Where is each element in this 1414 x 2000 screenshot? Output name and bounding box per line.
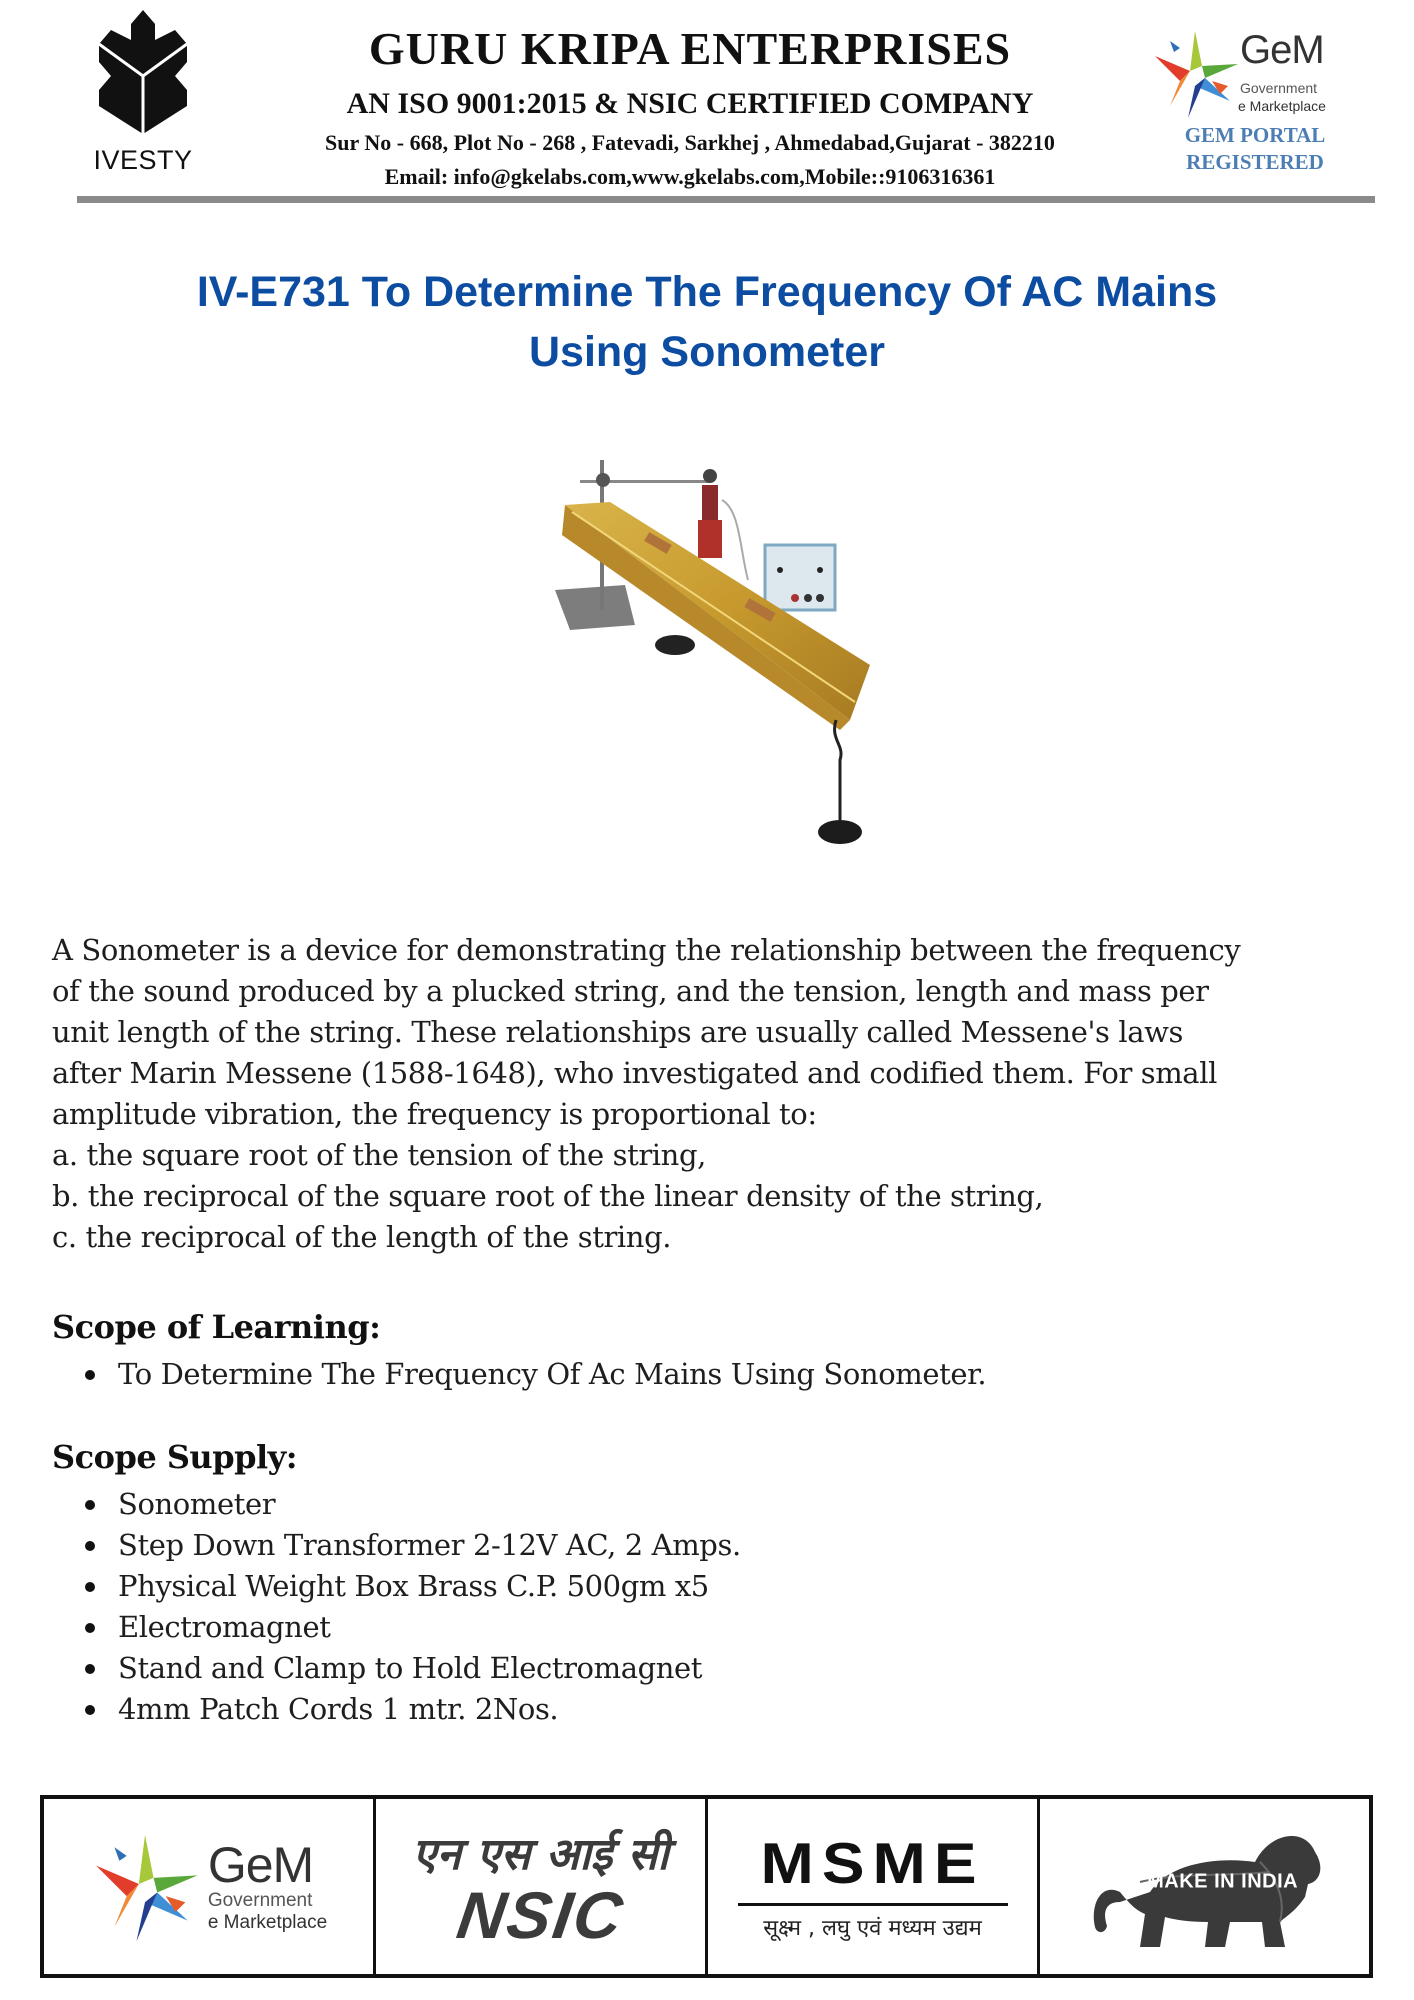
certification-logos-strip bbox=[40, 1795, 1373, 1978]
gem-star-icon bbox=[90, 1827, 200, 1947]
gem-subtitle-2: e Marketplace bbox=[1238, 98, 1326, 114]
company-address: Sur No - 668, Plot No - 268 , Fatevadi, Sarkhej , Ahmedabad,Gujarat - 382210 bbox=[325, 130, 1055, 155]
nsic-wordmark: NSIC bbox=[452, 1877, 629, 1952]
gem-portal-line-2: REGISTERED bbox=[1186, 150, 1324, 174]
msme-wordmark: MSME bbox=[760, 1830, 985, 1896]
gem-text-block bbox=[207, 1836, 328, 1934]
sonometer-illustration-icon bbox=[500, 440, 930, 860]
list-item: Step Down Transformer 2-12V AC, 2 Amps. bbox=[52, 1525, 741, 1566]
page-title bbox=[100, 262, 1314, 382]
gem-wordmark: GeM bbox=[1240, 28, 1324, 72]
gem-subtitle-2: e Marketplace bbox=[207, 1911, 328, 1933]
ivesty-logo bbox=[78, 10, 208, 175]
bullet-icon bbox=[85, 1582, 95, 1592]
msme-hindi-text: सूक्ष्म , लघु एवं मध्यम उद्यम bbox=[763, 1916, 982, 1941]
letterhead bbox=[0, 0, 1414, 210]
gem-star-icon bbox=[1150, 26, 1240, 121]
make-in-india-text: MAKE IN INDIA bbox=[1147, 1869, 1299, 1892]
msme-logo-cell bbox=[708, 1799, 1040, 1974]
make-in-india-logo-cell bbox=[1040, 1799, 1369, 1974]
bullet-icon bbox=[85, 1705, 95, 1715]
msme-divider bbox=[738, 1903, 1008, 1906]
nsic-hindi-text: एन एस आई सी bbox=[412, 1828, 669, 1880]
description-paragraph bbox=[52, 930, 1392, 1258]
gem-subtitle-1: Government bbox=[207, 1889, 313, 1911]
list-item: 4mm Patch Cords 1 mtr. 2Nos. bbox=[52, 1689, 741, 1730]
gem-logo-cell bbox=[44, 1799, 376, 1974]
gem-subtitle-1: Government bbox=[1240, 80, 1318, 96]
list-item: To Determine The Frequency Of Ac Mains Using Sonometer. bbox=[52, 1354, 986, 1395]
header-divider bbox=[77, 196, 1375, 203]
bullet-icon bbox=[85, 1623, 95, 1633]
product-image bbox=[500, 440, 930, 860]
scope-supply-heading: Scope Supply: bbox=[52, 1438, 297, 1476]
bullet-icon bbox=[85, 1370, 95, 1380]
description-line: unit length of the string. These relationships are usually called Messene's laws bbox=[52, 1015, 1184, 1049]
scope-learning-heading: Scope of Learning: bbox=[52, 1308, 381, 1346]
description-line: of the sound produced by a plucked string, and the tension, length and mass per bbox=[52, 974, 1209, 1008]
law-item-c: c. the reciprocal of the length of the string. bbox=[52, 1220, 672, 1254]
company-name: GURU KRIPA ENTERPRISES bbox=[368, 23, 1012, 74]
scope-supply-list bbox=[52, 1484, 741, 1730]
nsic-logo-cell bbox=[376, 1799, 708, 1974]
description-line: amplitude vibration, the frequency is proportional to: bbox=[52, 1097, 817, 1131]
certification-line: AN ISO 9001:2015 & NSIC CERTIFIED COMPANY bbox=[346, 87, 1034, 120]
list-item: Physical Weight Box Brass C.P. 500gm x5 bbox=[52, 1566, 741, 1607]
title-line-1: IV-E731 To Determine The Frequency Of AC Mains bbox=[196, 268, 1218, 316]
title-line-2: Using Sonometer bbox=[529, 328, 885, 376]
list-item: Electromagnet bbox=[52, 1607, 741, 1648]
company-info bbox=[250, 20, 1130, 194]
description-line: after Marin Messene (1588-1648), who investigated and codified them. For small bbox=[52, 1056, 1217, 1090]
list-item: Sonometer bbox=[52, 1484, 741, 1525]
law-item-b: b. the reciprocal of the square root of the linear density of the string, bbox=[52, 1179, 1044, 1213]
bullet-icon bbox=[85, 1541, 95, 1551]
scope-learning-list bbox=[52, 1354, 986, 1395]
bullet-icon bbox=[85, 1664, 95, 1674]
gem-wordmark: GeM bbox=[207, 1836, 314, 1893]
gem-portal-registered bbox=[1140, 122, 1370, 176]
ivesty-cube-icon bbox=[83, 10, 203, 140]
law-item-a: a. the square root of the tension of the string, bbox=[52, 1138, 706, 1172]
list-item: Stand and Clamp to Hold Electromagnet bbox=[52, 1648, 741, 1689]
description-line: A Sonometer is a device for demonstrating the relationship between the frequency bbox=[52, 933, 1241, 967]
gem-portal-badge bbox=[1140, 22, 1370, 182]
gem-portal-line-1: GEM PORTAL bbox=[1184, 123, 1326, 147]
company-contact: Email: info@gkelabs.com,www.gkelabs.com,Mobile::9106316361 bbox=[384, 164, 996, 189]
brand-name: IVESTY bbox=[93, 145, 193, 175]
bullet-icon bbox=[85, 1500, 95, 1510]
